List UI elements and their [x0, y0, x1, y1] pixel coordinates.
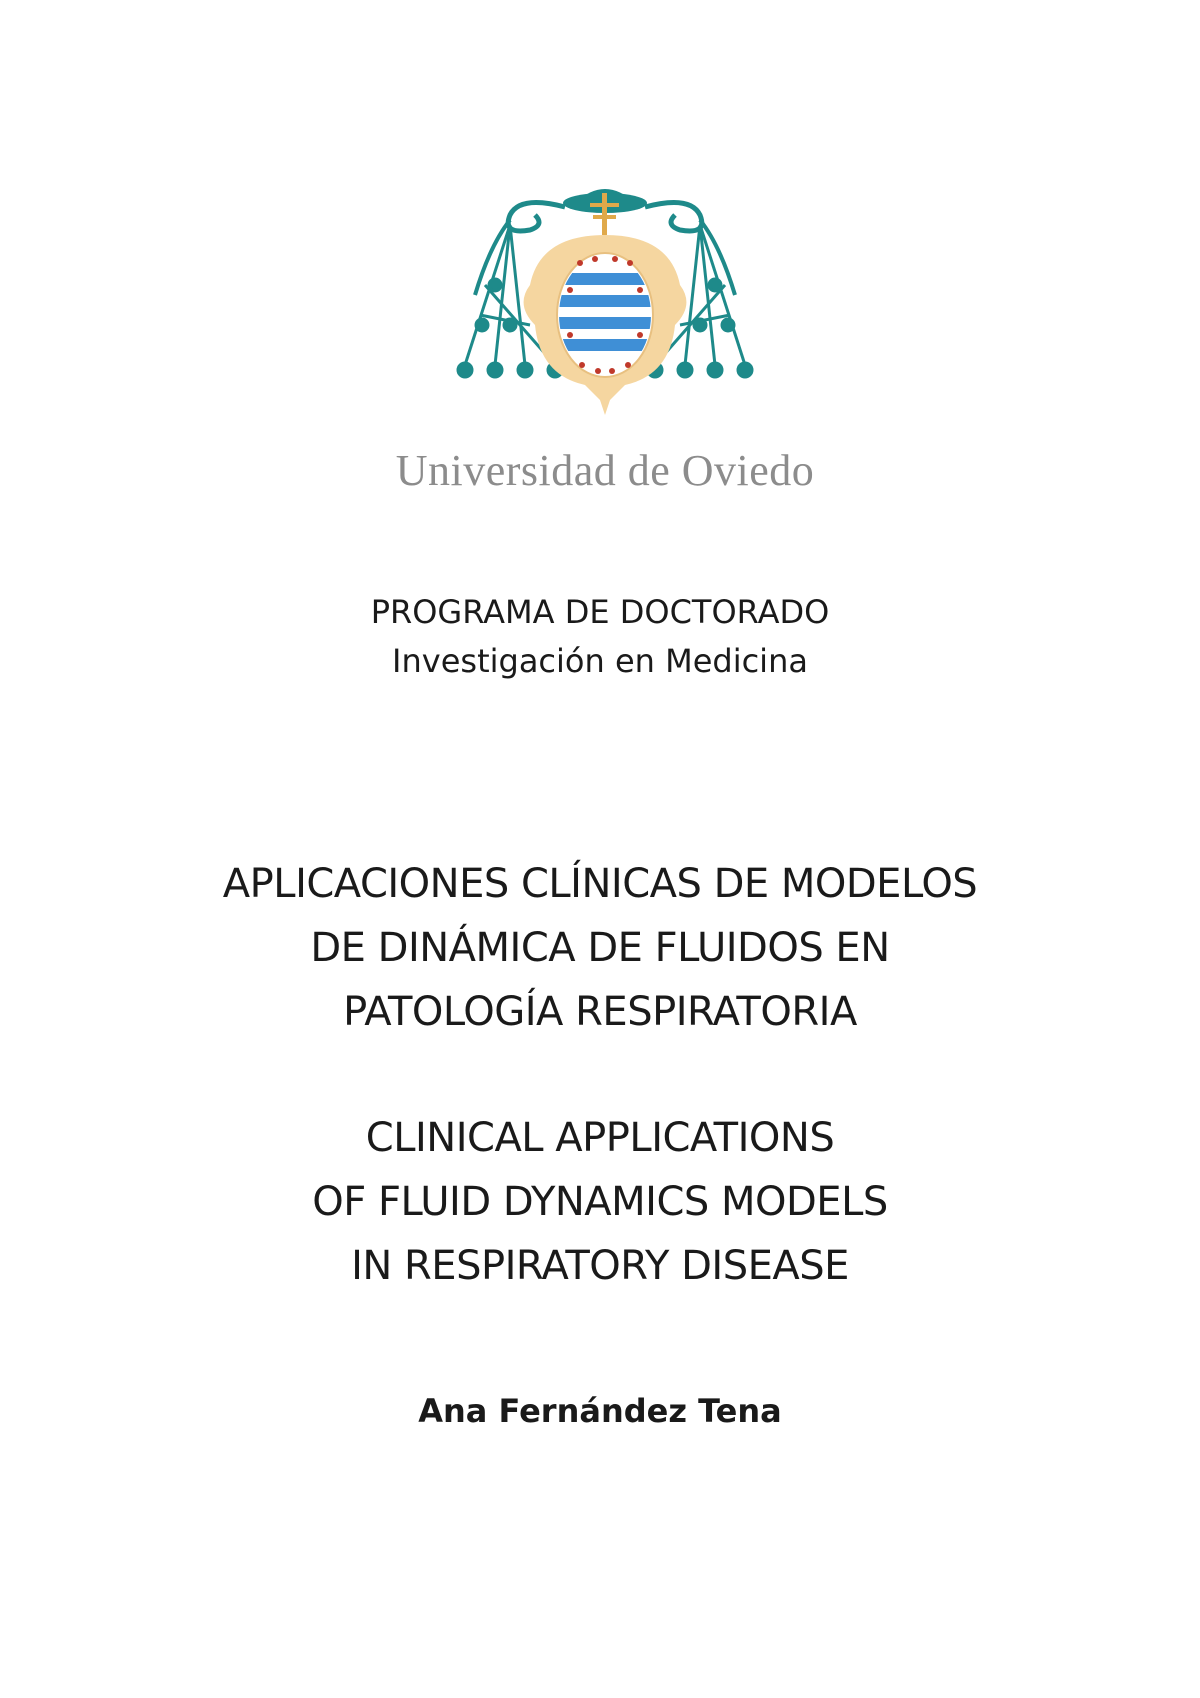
- university-crest-icon: [370, 175, 840, 440]
- program-name: Investigación en Medicina: [392, 642, 808, 680]
- author-name: Ana Fernández Tena: [418, 1392, 782, 1430]
- program-heading: [0, 588, 1200, 686]
- title-line: CLINICAL APPLICATIONS: [365, 1115, 835, 1161]
- university-name: Universidad de Oviedo: [395, 446, 815, 495]
- title-line: IN RESPIRATORY DISEASE: [351, 1243, 849, 1289]
- title-line: APLICACIONES CLÍNICAS DE MODELOS: [222, 861, 978, 907]
- title-line: OF FLUID DYNAMICS MODELS: [312, 1179, 888, 1225]
- program-type: PROGRAMA DE DOCTORADO: [370, 593, 830, 631]
- title-line: PATOLOGÍA RESPIRATORIA: [343, 989, 857, 1035]
- university-logo: [370, 175, 840, 505]
- title-line: DE DINÁMICA DE FLUIDOS EN: [310, 925, 890, 971]
- thesis-title-english: [0, 1106, 1200, 1298]
- thesis-title-spanish: [0, 852, 1200, 1044]
